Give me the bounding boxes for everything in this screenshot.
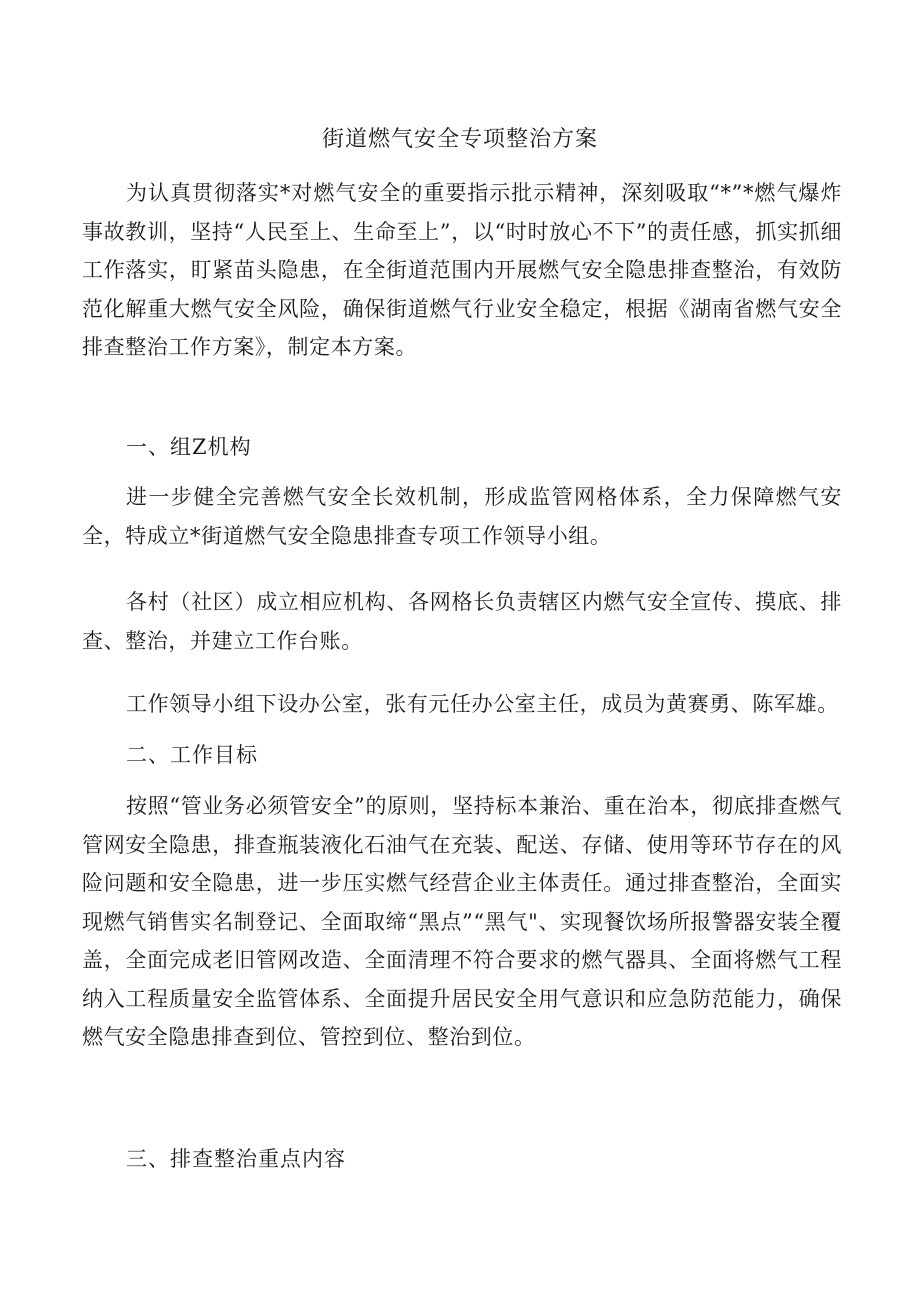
section-3-heading: 三、排查整治重点内容 [126,1147,346,1171]
document-title: 街道燃气安全专项整治方案 [321,127,598,152]
intro-paragraph: 为认真贯彻落实*对燃气安全的重要指示批示精神，深刻吸取“*”*燃气爆炸事故教训，坚持“人民至上、生命至上”，以“时时放心不下”的责任感，抓实抓细工作落实，盯紧苗头隐患，在全街道范围内开展燃气安全隐患排查整治，有效防范化解重大燃气安全风险，确保街道燃气行业安全稳定，根据《湖南省燃气安全排查整治工作方案》，制定本方案。 [82,181,842,359]
section-2-paragraph-1: 按照“管业务必须管安全”的原则，坚持标本兼治、重在治本，彻底排查燃气管网安全隐患，排查瓶装液化石油气在充装、配送、存储、使用等环节存在的风险问题和安全隐患，进一步压实燃气经营企业主体责任。通过排查整治，全面实现燃气销售实名制登记、全面取缔“黑点”“黑气"、实现餐饮场所报警器安装全覆盖，全面完成老旧管网改造、全面清理不符合要求的燃气器具、全面将燃气工程纳入工程质量安全监管体系、全面提升居民安全用气意识和应急防范能力，确保燃气安全隐患排查到位、管控到位、整治到位。 [82,794,842,1049]
section-1-paragraph-2: 各村（社区）成立相应机构、各网格长负责辖区内燃气安全宣传、摸底、排查、整治，并建立工作台账。 [82,590,842,653]
section-2-heading: 二、工作目标 [126,743,258,767]
section-1-heading: 一、组Z机构 [126,435,252,459]
section-1-paragraph-1: 进一步健全完善燃气安全长效机制，形成监管网格体系，全力保障燃气安全，特成立*街道燃气安全隐患排查专项工作领导小组。 [82,485,842,548]
section-1-paragraph-3: 工作领导小组下设办公室，张有元任办公室主任，成员为黄赛勇、陈军雄。 [126,692,839,716]
